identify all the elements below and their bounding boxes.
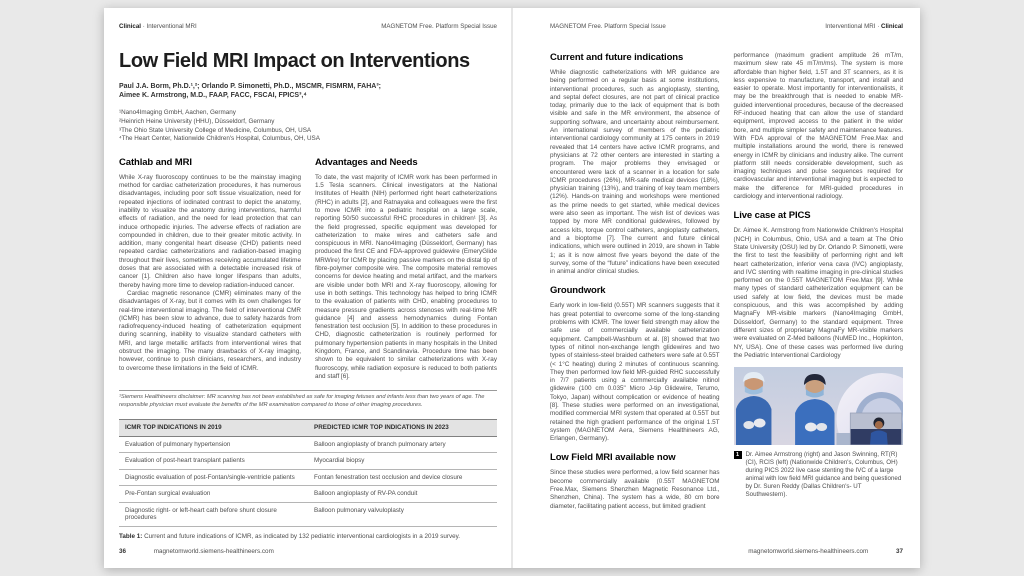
section-heading-low-field-mri-available-now: Low Field MRI available now [550,452,676,464]
table-row [119,503,497,527]
table-cell: Evaluation of pulmonary hypertension [125,440,231,448]
table-cell: Evaluation of post-heart transplant patients [125,457,245,465]
footer-url-link[interactable]: magnetomworld.siemens-healthineers.com [153,548,274,555]
table-row [119,486,497,503]
paragraph: While diagnostic catheterizations with MR guidance are being performed on a regular basis at some institutions, interventional procedures, such as angioplasty, stenting, and septal defect closures, are not part of clinical practice today, primarily due to the lack of equipment that is both visible and safe in the MR environment, the absence of supporting software, and uncertainty about reimbursement. An international survey of members of the pediatric interventional cardiology community at 175 centers in 2019 revealed that 14 centers have active ICMR programs, and physicians at 72 other centers are interested in starting a program. The major problems they envisaged or encountered were lack of a scanner in a location for safe ICMR procedures (26%), MR-safe medical devices (18%), physician training (13%), and training of key team members (12%). Hands-on training and workshops were mentioned as the prime needs to get started, while medical devices were also seen as important. The wish list of devices was topped by more MR conditional guidewires, followed by access kits, torque control catheters, angioplasty catheters, and a bioptome [7]. The current and future clinical indications, which were outlined in 2019, are shown in Table 1; as it is now almost five years beyond the date of the survey, some of the “future” indications have been executed in animal and/or clinical studies. [550,69,720,276]
header-issue-label: MAGNETOM Free. Platform Special Issue [381,23,497,30]
header-section-label: Clinical · Interventional MRI [119,23,197,30]
section-heading-advantages-and-needs: Advantages and Needs [315,156,418,168]
table-cell: Balloon angioplasty of branch pulmonary artery [314,440,446,448]
paragraph: Dr. Aimee K. Armstrong from Nationwide Children's Hospital (NCH) in Columbus, Ohio, USA and a team at The Ohio State University (OSU) led by Dr. Orlando P. Simonetti, were the first to test the feasibility of performing right and left heart catheterization, inferior vena cava (IVC) angioplasty, and IVC stenting with realtime imaging in pre-clinical studies performed on the 0.55T MAGNETOM Free.Max [9]. While many types of standard catheterization equipment can be used safely at low field, the devices must be made conspicuous, and this was accomplished by adding MagnaFy MR-visible markers (Nano4Imaging GmbH, Düsseldorf, Germany) to the standard equipment. Three different sizes of proprietary MagnaFy MR-visible markers were evaluated on Z-Med balloons (NuMED Inc., Hopkinton, NY, USA). One of these cases was performed live during the Pediatric Interventional Cardiology [733,227,903,359]
right-page-columns [550,52,903,511]
header-section-label: Interventional MRI · Clinical [825,23,903,30]
magazine-spread [104,8,920,568]
header-issue-label: MAGNETOM Free. Platform Special Issue [550,23,666,30]
table-cell: Diagnostic right- or left-heart cath before shunt closure procedures [125,506,277,522]
section-heading-current-and-future-indications: Current and future indications [550,52,684,63]
table-cell: Balloon angioplasty of RV-PA conduit [314,490,418,498]
table-header-row [119,420,497,437]
affiliation-item: ²Heinrich Heine University (HHU), Düsseldorf, Germany [119,118,275,125]
page-footer-left [119,548,274,555]
table-cell: Pre-Fontan surgical evaluation [125,490,211,498]
paragraph: Early work in low-field (0.55T) MR scanners suggests that it has great potential to overcome some of the long-standing problems with ICMR. The lower field strength may allow the safe use of commercially available catheterization equipment. Campbell-Washburn et al. [8] showed that two types of nitinol non-exchange length glidewires and two types of stainless-steel braided catheters were safe at 0.55T (< 1°C heating) during 2 minutes of continuous scanning. They then performed low field MR-guided RHC successfully in 7/7 patients using a commercially available nitinol glidewire (100 cm 0.035" Micro J-tip Glidewire, Terumo, Tokyo, Japan) without complication or evidence of heating [8]. These studies were performed on an investigational, modified commercial MRI system that operated at 0.55T but retained the high gradient performance of the original 1.5T system (MAGNETOM Aera, Siemens Healthineers AG, Erlangen, Germany). [550,302,720,443]
figure-number-badge: 1 [734,451,742,459]
page-right [512,8,920,568]
table-1 [119,419,497,527]
paragraph: To date, the vast majority of ICMR work has been performed in 1.5 Tesla scanners. Clinical investigators at the National Institutes of Health (NIH) performed right heart catheterizations (RHC) in adults [2], and Ratnayaka and colleagues were the first to move ICMR into a pediatric hospital on a large scale, reporting 50/50 successful RHC procedures in children¹ [3]. As the field progressed, specific equipment was developed for catheterization to make wires and catheters safe and conspicuous in MRI. Nano4Imaging (Düsseldorf, Germany) has produced the first CE and FDA-approved guidewire (EmeryGlide MRWire) for ICMR by placing passive markers on the distal tip of fibre-polymer composite wire. The composite material removes concerns for device heating and metal artifact, and the markers are visible under both MRI and X-ray fluoroscopy, allowing for use in both settings. This technology has helped to bring ICMR to the evaluation of patients with CHD, enabling procedures to measure pressure gradients across stenoses with real-time MR guidance [4] and assess hemodynamics during Fontan fenestration test occlusion [5]. In addition to these procedures in CHD, diagnostic catheterization is routinely performed for pulmonary hypertension patients in many hospitals in the United Kingdom, France, and Scandinavia. Procedure time has been shown to be equivalent to similar catheterizations with X-ray fluoroscopy, while radiation exposure is reduced to both patients and staff [6]. [315,173,497,380]
paragraph: While X-ray fluoroscopy continues to be the mainstay imaging method for cardiac catheterization procedures, it has numerous disadvantages, including poor soft tissue visualization, need for repeated injections of iodinated contrast to depict the anatomy, inability to visualize the anatomy during interventions, harmful effects of radiation, and the need for lead protection that can induce orthopedic injuries. The adverse effects of radiation are compounded in children, due to their greater mitotic activity. In addition, many congenital heart disease (CHD) patients need repeated cardiac catheterizations and radiation-based imaging throughout their lives, sometimes receiving accumulated lifetime doses that are associated with a detectable increased risk of cancer [1]. Children also have longer lifespans than adults, thereby having more time to develop radiation-induced cancer. [119,173,301,289]
column-cathlab [119,157,301,381]
figure-1-inset [850,413,901,445]
column-advantages [315,157,497,381]
table-header-cell: ICMR TOP INDICATIONS IN 2019 [125,424,222,432]
figure-1-photo [734,367,904,445]
affiliation-item: ³The Ohio State University College of Medicine, Columbus, OH, USA [119,126,312,134]
table-row [119,470,497,487]
figure-1-caption [734,451,904,499]
table-cell: Fontan fenestration test occlusion and device closure [314,473,463,481]
table-cell: Balloon pulmonary valvuloplasty [314,506,404,514]
affiliation-item: ¹Nano4Imaging GmbH, Aachen, Germany [119,109,236,117]
figure-caption-text: Dr. Aimee Armstrong (right) and Jason Swinning, RT(R)(CI), RCIS (left) (Nationwide Children's, Columbus, OH) during PICS 2022 live case stenting the IVC of a large animal with low field MRI guidance and being questioned by Dr. Suren Reddy (Dallas Children's- UT Southwestern). [745,451,902,499]
affiliation-item: ⁴The Heart Center, Nationwide Children's Hospital, Columbus, OH, USA [119,135,320,143]
footer-url-link[interactable]: magnetomworld.siemens-healthineers.com [748,548,869,555]
authors-line-2: Aimee K. Armstrong, M.D., FAAP, FACC, FSCAI, FPICS³,⁴ [119,92,307,100]
authors [119,82,497,100]
affiliations [119,109,497,143]
page-footer-right [748,548,903,555]
table-cell: Myocardial biopsy [314,457,365,465]
table-row [119,437,497,454]
page-header-left [119,23,497,30]
paragraph: Since these studies were performed, a low field scanner has become commercially available (0.55T MAGNETOM Free.Max, Siemens Shenzhen Magnetic Resonance Ltd., Shenzhen, China). The system has a wide, 80 cm bore diameter, facilitating patient access, but limited gradient [550,469,720,510]
authors-line-1: Paul J.A. Borm, Ph.D.¹,²; Orlando P. Simonetti, Ph.D., MSCMR, FISMRM, FAHA³; [119,83,381,90]
left-page-columns [119,157,497,381]
section-heading-groundwork: Groundwork [550,285,606,297]
page-left [104,8,512,568]
table-cell: Diagnostic evaluation of post-Fontan/single-ventricle patients [125,473,295,481]
table-caption: Table 1: Current and future indications of ICMR, as indicated by 132 pediatric interventional cardiologists in a 2019 survey. [119,532,461,540]
page-number: 37 [895,548,903,555]
section-heading-cathlab-and-mri: Cathlab and MRI [119,156,192,168]
page-header-right [550,23,903,30]
page-number: 36 [119,548,127,555]
column-right-page-1 [550,52,720,511]
table-row [119,453,497,470]
disclaimer-footnote: ¹Siemens Healthineers disclaimer: MR scanning has not been established as safe for imaging fetuses and infants less than two years of age. The responsible physician must evaluate the benefits of the MR examination compared to those of other imaging procedures. [119,390,497,409]
column-right-page-2 [734,52,904,511]
article-title: Low Field MRI Impact on Interventions [119,50,470,72]
table-header-cell: PREDICTED ICMR TOP INDICATIONS IN 2023 [314,424,449,432]
paragraph: Cardiac magnetic resonance (CMR) eliminates many of the disadvantages of X-ray, but it comes with its own challenges for real-time interventional imaging. The field of interventional CMR (ICMR) has been slow to advance, due to safety hazards from radiofrequency-induced heating of catheterization equipment during scanning, inability to visualize standard catheters with MRI, and large metallic artifacts from interventional wires that obstruct the imaging. The many drawbacks of X-ray imaging, however, continue to push clinicians, researchers, and industry to overcome these limitations in the field of ICMR. [119,289,301,372]
paragraph: performance (maximum gradient amplitude 26 mT/m, maximum slew rate 45 mT/m/ms). The system is more affordable than higher field, 1.5T and 3T scanners, as it is less expensive to manufacture, transport, and install and easier to operate. Most importantly for interventionalists, it may be the breakthrough that is needed to enable MR-guided interventional procedures, because of the decreased RF-induced heating that can allow the use of standard equipment, improved access to the patient in the wider bore, and multiple simpler safety and maintenance features. With FDA approval of the MAGNETOM Free.Max and multiple installations around the world, there is renewed energy in ICMR by clinicians and industry alike. The current platform still needs considerable development, such as imaging techniques and pulse sequences required for cardiovascular and interventional imaging but is expected to make the difference for MRI-guided procedures in cardiology and interventional radiology. [733,52,903,201]
section-heading-live-case-at-pics: Live case at PICS [733,210,811,222]
